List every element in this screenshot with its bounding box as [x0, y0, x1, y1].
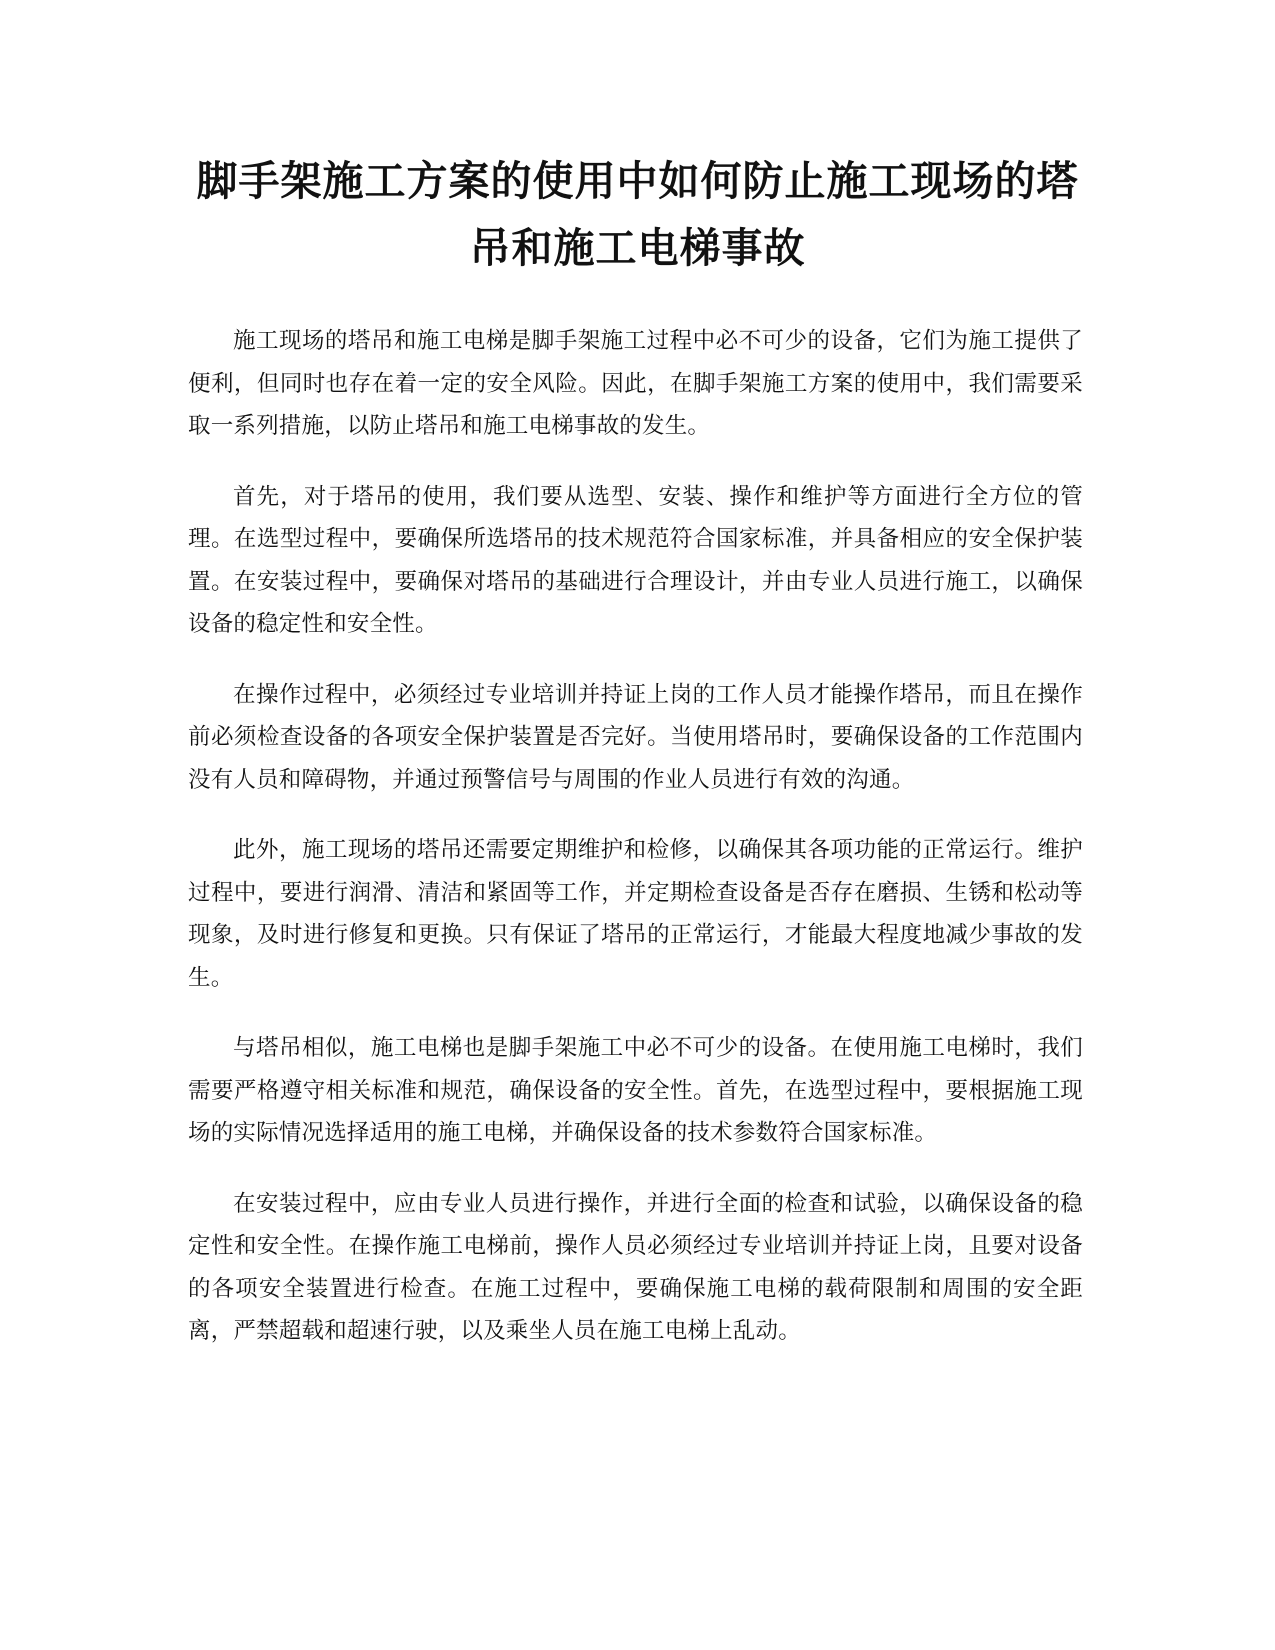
paragraph-3: 在操作过程中，必须经过专业培训并持证上岗的工作人员才能操作塔吊，而且在操作前必须检查设备的各项安全保护装置是否完好。当使用塔吊时，要确保设备的工作范围内没有人员和障碍物，并通过预警信号与周围的作业人员进行有效的沟通。 [188, 681, 1083, 793]
paragraph-1: 施工现场的塔吊和施工电梯是脚手架施工过程中必不可少的设备，它们为施工提供了便利，但同时也存在着一定的安全风险。因此，在脚手架施工方案的使用中，我们需要采取一系列措施，以防止塔吊和施工电梯事故的发生。 [188, 328, 1083, 439]
paragraph-5: 与塔吊相似，施工电梯也是脚手架施工中必不可少的设备。在使用施工电梯时，我们需要严格遵守相关标准和规范，确保设备的安全性。首先，在选型过程中，要根据施工现场的实际情况选择适用的施工电梯，并确保设备的技术参数符合国家标准。 [188, 1035, 1083, 1146]
paragraph-6: 在安装过程中，应由专业人员进行操作，并进行全面的检查和试验，以确保设备的稳定性和安全性。在操作施工电梯前，操作人员必须经过专业培训并持证上岗，且要对设备的各项安全装置进行检查。在施工过程中，要确保施工电梯的载荷限制和周围的安全距离，严禁超载和超速行驶，以及乘坐人员在施工电梯上乱动。 [188, 1190, 1083, 1344]
paragraph-4: 此外，施工现场的塔吊还需要定期维护和检修，以确保其各项功能的正常运行。维护过程中，要进行润滑、清洁和紧固等工作，并定期检查设备是否存在磨损、生锈和松动等现象，及时进行修复和更换。只有保证了塔吊的正常运行，才能最大程度地减少事故的发生。 [188, 837, 1083, 991]
paragraph-2: 首先，对于塔吊的使用，我们要从选型、安装、操作和维护等方面进行全方位的管理。在选型过程中，要确保所选塔吊的技术规范符合国家标准，并具备相应的安全保护装置。在安装过程中，要确保对塔吊的基础进行合理设计，并由专业人员进行施工，以确保设备的稳定性和安全性。 [188, 483, 1083, 637]
document-body [188, 320, 1083, 1381]
document-title: 脚手架施工方案的使用中如何防止施工现场的塔吊和施工电梯事故 [196, 157, 1079, 272]
